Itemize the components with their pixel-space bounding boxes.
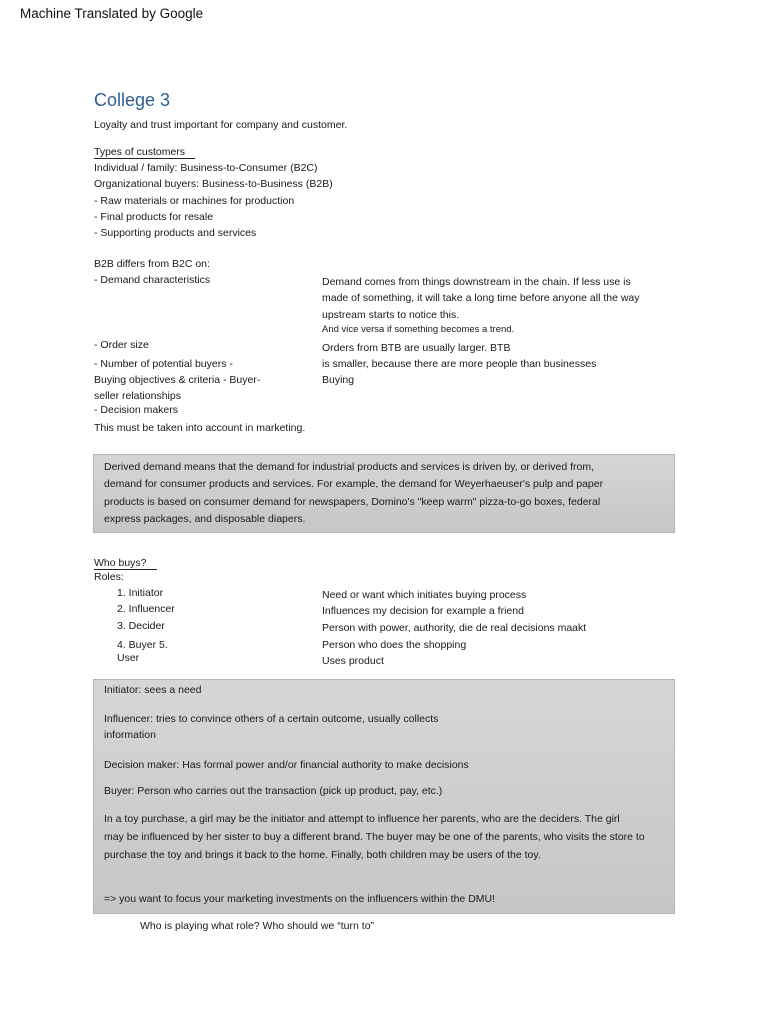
roles-box-conclusion: => you want to focus your marketing investments on the influencers within the DMU!	[104, 893, 496, 905]
role-description: Person who does the shopping	[322, 639, 467, 651]
customer-line: Organizational buyers: Business-to-Business (B2B)	[94, 178, 333, 190]
role-item: 3. Decider	[117, 620, 165, 632]
customer-line: - Final products for resale	[94, 211, 214, 223]
roles-label: Roles:	[94, 571, 124, 583]
page-title: College 3	[94, 90, 171, 110]
derived-demand-line: demand for consumer products and services. For example, the demand for Weyerhaeuser's pulp and paper	[104, 478, 604, 490]
b2b-explanation: upstream starts to notice this.	[322, 309, 460, 321]
role-description: Uses product	[322, 655, 384, 667]
role-item: 4. Buyer 5.	[117, 639, 168, 651]
customer-line: - Supporting products and services	[94, 227, 257, 239]
b2b-explanation: Demand comes from things downstream in the chain. If less use is	[322, 276, 631, 288]
b2b-explanation: And vice versa if something becomes a trend.	[322, 324, 515, 335]
role-description: Influences my decision for example a friend	[322, 605, 524, 617]
b2b-criterion: seller relationships	[94, 390, 181, 402]
b2b-note: This must be taken into account in marketing.	[94, 422, 306, 434]
machine-translated-label: Machine Translated by Google	[20, 6, 204, 21]
roles-box-example: purchase the toy and brings it back to the home. Finally, both children may be users of the toy.	[104, 849, 541, 861]
derived-demand-line: Derived demand means that the demand for industrial products and services is driven by, or derived from,	[104, 461, 595, 473]
b2b-explanation: Buying	[322, 374, 355, 386]
derived-demand-line: express packages, and disposable diapers.	[104, 513, 306, 525]
roles-box-decision-maker: Decision maker: Has formal power and/or financial authority to make decisions	[104, 759, 469, 771]
roles-box-influencer: Influencer: tries to convince others of a certain outcome, usually collects	[104, 713, 439, 725]
role-item: User	[117, 652, 140, 664]
b2b-criterion: - Decision makers	[94, 404, 179, 416]
b2b-heading: B2B differs from B2C on:	[94, 258, 210, 270]
role-description: Person with power, authority, die de real decisions maakt	[322, 622, 587, 634]
customer-line: Individual / family: Business-to-Consumer (B2C)	[94, 162, 318, 174]
roles-box-initiator: Initiator: sees a need	[104, 684, 202, 696]
roles-box	[93, 679, 675, 914]
roles-box-buyer: Buyer: Person who carries out the transaction (pick up product, pay, etc.)	[104, 785, 443, 797]
roles-box-example: In a toy purchase, a girl may be the initiator and attempt to influence her parents, who are the deciders. The girl	[104, 813, 620, 825]
b2b-explanation: made of something, it will take a long time before anyone all the way	[322, 292, 640, 304]
who-buys-heading: Who buys?	[94, 557, 157, 570]
role-description: Need or want which initiates buying process	[322, 589, 527, 601]
b2b-explanation: Orders from BTB are usually larger. BTB	[322, 342, 511, 354]
b2b-criterion: - Number of potential buyers -	[94, 358, 233, 370]
customer-line: - Raw materials or machines for production	[94, 195, 295, 207]
derived-demand-box	[93, 454, 675, 533]
b2b-criterion: Buying objectives & criteria - Buyer-	[94, 374, 261, 386]
roles-box-example: may be influenced by her sister to buy a different brand. The buyer may be one of the parents, who visits the store to	[104, 831, 645, 843]
derived-demand-line: products is based on consumer demand for newspapers, Domino's "keep warm" pizza-to-go boxes, federal	[104, 496, 601, 508]
b2b-criterion: - Order size	[94, 339, 149, 351]
role-item: 1. Initiator	[117, 587, 164, 599]
roles-box-influencer: information	[104, 729, 156, 741]
closing-question: Who is playing what role? Who should we “turn to”	[140, 920, 375, 932]
customers-heading: Types of customers	[94, 146, 195, 159]
b2b-explanation: is smaller, because there are more people than businesses	[322, 358, 597, 370]
intro-text: Loyalty and trust important for company and customer.	[94, 119, 348, 131]
b2b-criterion: - Demand characteristics	[94, 274, 211, 286]
role-item: 2. Influencer	[117, 603, 175, 615]
